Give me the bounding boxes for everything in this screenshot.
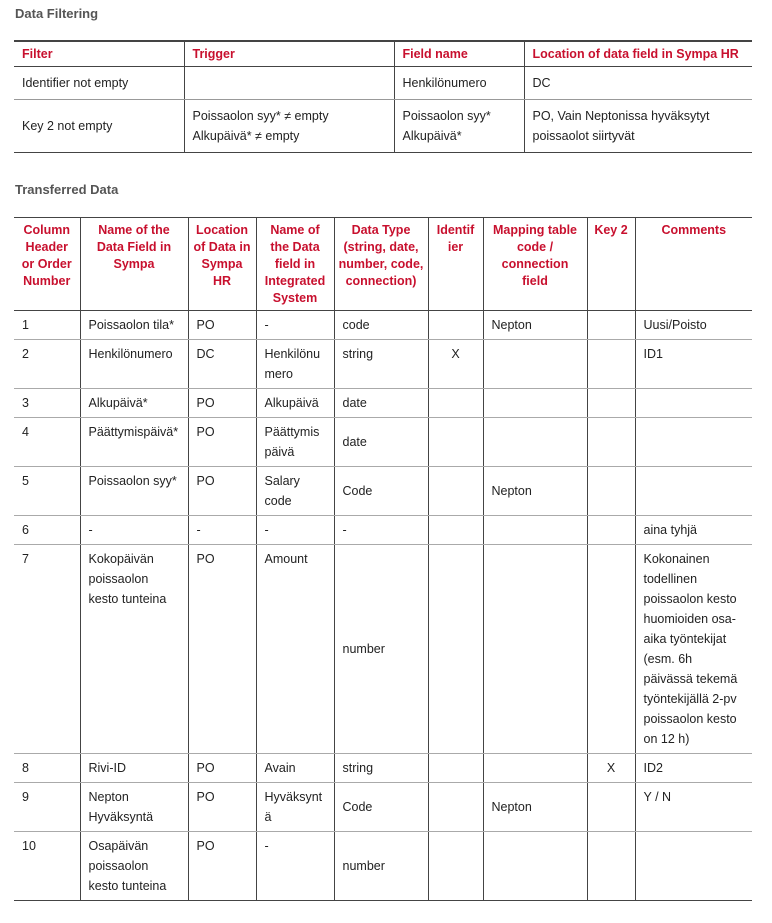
mapping-cell bbox=[483, 832, 587, 901]
sympa-location-cell: PO bbox=[188, 389, 256, 418]
sympa-field-cell: Kokopäivän poissaolon kesto tunteina bbox=[80, 545, 188, 754]
identifier-cell bbox=[428, 832, 483, 901]
table-row bbox=[14, 311, 752, 340]
table-row bbox=[14, 418, 752, 467]
filter-cell: Identifier not empty bbox=[14, 67, 184, 100]
key2-cell bbox=[587, 832, 635, 901]
integrated-field-cell: - bbox=[256, 516, 334, 545]
sympa-location-cell: PO bbox=[188, 783, 256, 832]
table-row bbox=[14, 467, 752, 516]
comments-cell bbox=[635, 418, 752, 467]
trigger-line: Poissaolon syy* ≠ empty bbox=[192, 109, 329, 123]
order-number-cell: 8 bbox=[14, 754, 80, 783]
key2-cell bbox=[587, 545, 635, 754]
sympa-field-cell: Poissaolon syy* bbox=[80, 467, 188, 516]
mapping-cell bbox=[483, 516, 587, 545]
data-type-cell: Code bbox=[334, 783, 428, 832]
integrated-field-cell: Avain bbox=[256, 754, 334, 783]
field-line: Alkupäivä* bbox=[402, 129, 462, 143]
key2-cell bbox=[587, 516, 635, 545]
integrated-field-cell: - bbox=[256, 311, 334, 340]
filter-row bbox=[14, 100, 752, 153]
sympa-location-cell: - bbox=[188, 516, 256, 545]
integrated-field-cell: Alkupäivä bbox=[256, 389, 334, 418]
filter-header-row bbox=[14, 41, 752, 67]
table-row bbox=[14, 754, 752, 783]
identifier-cell bbox=[428, 516, 483, 545]
table-row bbox=[14, 340, 752, 389]
order-number-cell: 6 bbox=[14, 516, 80, 545]
data-type-cell: - bbox=[334, 516, 428, 545]
identifier-cell bbox=[428, 311, 483, 340]
header-sympa-location: Location of Data in Sympa HR bbox=[188, 218, 256, 311]
sympa-field-cell: Nepton Hyväksyntä bbox=[80, 783, 188, 832]
sympa-field-cell: Osapäivän poissaolon kesto tunteina bbox=[80, 832, 188, 901]
data-type-cell: date bbox=[334, 389, 428, 418]
sympa-location-cell: PO bbox=[188, 418, 256, 467]
mapping-cell bbox=[483, 340, 587, 389]
sympa-field-cell: Poissaolon tila* bbox=[80, 311, 188, 340]
identifier-cell bbox=[428, 467, 483, 516]
mapping-cell: Nepton bbox=[483, 467, 587, 516]
mapping-cell bbox=[483, 545, 587, 754]
order-number-cell: 1 bbox=[14, 311, 80, 340]
comments-cell: Y / N bbox=[635, 783, 752, 832]
transferred-data-table bbox=[14, 217, 752, 901]
mapping-cell bbox=[483, 418, 587, 467]
comments-cell bbox=[635, 467, 752, 516]
comments-cell: ID1 bbox=[635, 340, 752, 389]
comments-cell: aina tyhjä bbox=[635, 516, 752, 545]
sympa-location-cell: DC bbox=[188, 340, 256, 389]
integrated-field-cell: Päättymis päivä bbox=[256, 418, 334, 467]
key2-cell: X bbox=[587, 754, 635, 783]
transfer-header-row bbox=[14, 218, 752, 311]
comments-cell bbox=[635, 832, 752, 901]
order-number-cell: 10 bbox=[14, 832, 80, 901]
location-cell: DC bbox=[524, 67, 752, 100]
header-sympa-field-name: Name of the Data Field in Sympa bbox=[80, 218, 188, 311]
data-filtering-table bbox=[14, 40, 752, 153]
identifier-cell: X bbox=[428, 340, 483, 389]
order-number-cell: 4 bbox=[14, 418, 80, 467]
filter-row bbox=[14, 67, 752, 100]
mapping-cell bbox=[483, 389, 587, 418]
field-name-cell bbox=[394, 67, 524, 100]
key2-cell bbox=[587, 311, 635, 340]
sympa-location-cell: PO bbox=[188, 467, 256, 516]
identifier-cell bbox=[428, 418, 483, 467]
filter-header-filter: Filter bbox=[14, 41, 184, 67]
trigger-cell bbox=[184, 67, 394, 100]
identifier-cell bbox=[428, 783, 483, 832]
key2-cell bbox=[587, 418, 635, 467]
order-number-cell: 5 bbox=[14, 467, 80, 516]
header-mapping-table: Mapping table code / connection field bbox=[483, 218, 587, 311]
sympa-field-cell: Alkupäivä* bbox=[80, 389, 188, 418]
sympa-field-cell: Päättymispäivä* bbox=[80, 418, 188, 467]
table-row bbox=[14, 783, 752, 832]
integrated-field-cell: Henkilönu mero bbox=[256, 340, 334, 389]
transferred-data-title: Transferred Data bbox=[15, 182, 119, 197]
sympa-location-cell: PO bbox=[188, 832, 256, 901]
identifier-cell bbox=[428, 754, 483, 783]
filter-header-trigger: Trigger bbox=[184, 41, 394, 67]
header-integrated-field-name: Name of the Data field in Integrated System bbox=[256, 218, 334, 311]
sympa-location-cell: PO bbox=[188, 754, 256, 783]
table-row bbox=[14, 832, 752, 901]
integrated-field-cell: Hyväksynt ä bbox=[256, 783, 334, 832]
identifier-cell bbox=[428, 389, 483, 418]
order-number-cell: 7 bbox=[14, 545, 80, 754]
key2-cell bbox=[587, 340, 635, 389]
table-row bbox=[14, 516, 752, 545]
integrated-field-cell: Amount bbox=[256, 545, 334, 754]
data-type-cell: date bbox=[334, 418, 428, 467]
header-identifier: Identif ier bbox=[428, 218, 483, 311]
comments-cell: Uusi/Poisto bbox=[635, 311, 752, 340]
key2-cell bbox=[587, 783, 635, 832]
key2-cell bbox=[587, 467, 635, 516]
sympa-field-cell: - bbox=[80, 516, 188, 545]
identifier-cell bbox=[428, 545, 483, 754]
data-type-cell: number bbox=[334, 832, 428, 901]
trigger-cell bbox=[184, 100, 394, 153]
location-cell: PO, Vain Neptonissa hyväksytyt poissaolot siirtyvät bbox=[524, 100, 752, 153]
header-data-type: Data Type (string, date, number, code, connection) bbox=[334, 218, 428, 311]
data-type-cell: code bbox=[334, 311, 428, 340]
table-row bbox=[14, 389, 752, 418]
data-type-cell: Code bbox=[334, 467, 428, 516]
key2-cell bbox=[587, 389, 635, 418]
field-name-cell bbox=[394, 100, 524, 153]
data-type-cell: string bbox=[334, 754, 428, 783]
sympa-location-cell: PO bbox=[188, 311, 256, 340]
integrated-field-cell: Salary code bbox=[256, 467, 334, 516]
data-type-cell: number bbox=[334, 545, 428, 754]
mapping-cell bbox=[483, 754, 587, 783]
order-number-cell: 2 bbox=[14, 340, 80, 389]
sympa-location-cell: PO bbox=[188, 545, 256, 754]
header-order-number: Column Header or Order Number bbox=[14, 218, 80, 311]
header-comments: Comments bbox=[635, 218, 752, 311]
comments-cell: Kokonainen todellinen poissaolon kesto huomioiden osa-aika työntekijat (esm. 6h päivässä tekemä työntekijällä 2-pv poissaolon kesto on 12 h) bbox=[635, 545, 752, 754]
trigger-line: Alkupäivä* ≠ empty bbox=[192, 129, 300, 143]
data-filtering-title: Data Filtering bbox=[15, 6, 99, 21]
field-line: Henkilönumero bbox=[402, 76, 487, 90]
filter-cell: Key 2 not empty bbox=[14, 100, 184, 153]
sympa-field-cell: Rivi-ID bbox=[80, 754, 188, 783]
data-type-cell: string bbox=[334, 340, 428, 389]
order-number-cell: 3 bbox=[14, 389, 80, 418]
sympa-field-cell: Henkilönumero bbox=[80, 340, 188, 389]
filter-header-location: Location of data field in Sympa HR bbox=[524, 41, 752, 67]
comments-cell: ID2 bbox=[635, 754, 752, 783]
integrated-field-cell: - bbox=[256, 832, 334, 901]
mapping-cell: Nepton bbox=[483, 783, 587, 832]
header-key2: Key 2 bbox=[587, 218, 635, 311]
order-number-cell: 9 bbox=[14, 783, 80, 832]
comments-cell bbox=[635, 389, 752, 418]
mapping-cell: Nepton bbox=[483, 311, 587, 340]
table-row bbox=[14, 545, 752, 754]
filter-header-field-name: Field name bbox=[394, 41, 524, 67]
field-line: Poissaolon syy* bbox=[402, 109, 491, 123]
